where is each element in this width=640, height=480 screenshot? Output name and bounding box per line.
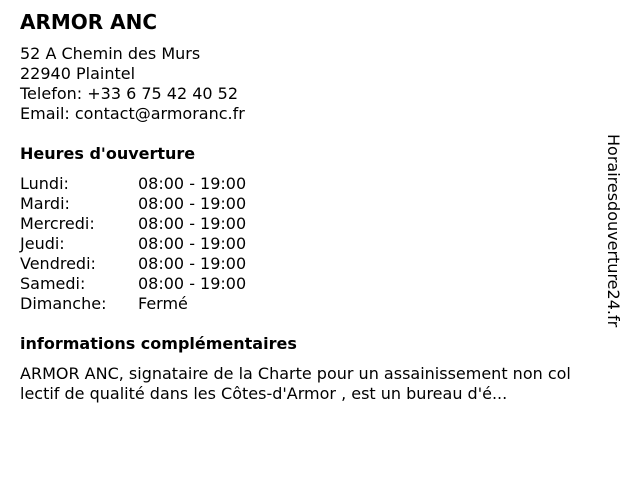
hours-time-value: 08:00 - 19:00 [138,194,247,213]
hours-day-label: Jeudi: [20,234,65,253]
business-description: ARMOR ANC, signataire de la Charte pour un assainissement non col lectif de qualité dans les Côtes-d'Armor , est un bureau d'é... [20,364,571,403]
hours-time-value: 08:00 - 19:00 [138,274,247,293]
hours-time-value: 08:00 - 19:00 [138,234,247,253]
email-address[interactable]: Email: contact@armoranc.fr [20,104,245,123]
business-name: ARMOR ANC [20,10,158,34]
hours-day-label: Mercredi: [20,214,95,233]
hours-day-label: Samedi: [20,274,86,293]
address-city: 22940 Plaintel [20,64,136,83]
hours-time-value: 08:00 - 19:00 [138,214,247,233]
hours-time-value: Fermé [138,294,188,313]
contact-block [20,44,245,124]
hours-day-label: Dimanche: [20,294,107,313]
hours-day-label: Lundi: [20,174,69,193]
phone-number[interactable]: Telefon: +33 6 75 42 40 52 [20,84,239,103]
opening-hours-heading: Heures d'ouverture [20,144,196,163]
hours-time-value: 08:00 - 19:00 [138,174,247,193]
hours-day-label: Mardi: [20,194,70,213]
additional-info-heading: informations complémentaires [20,334,297,353]
hours-day-label: Vendredi: [20,254,96,273]
hours-time-value: 08:00 - 19:00 [138,254,247,273]
address-street: 52 A Chemin des Murs [20,44,201,63]
site-watermark: Horairesdouverture24.fr [604,134,623,328]
